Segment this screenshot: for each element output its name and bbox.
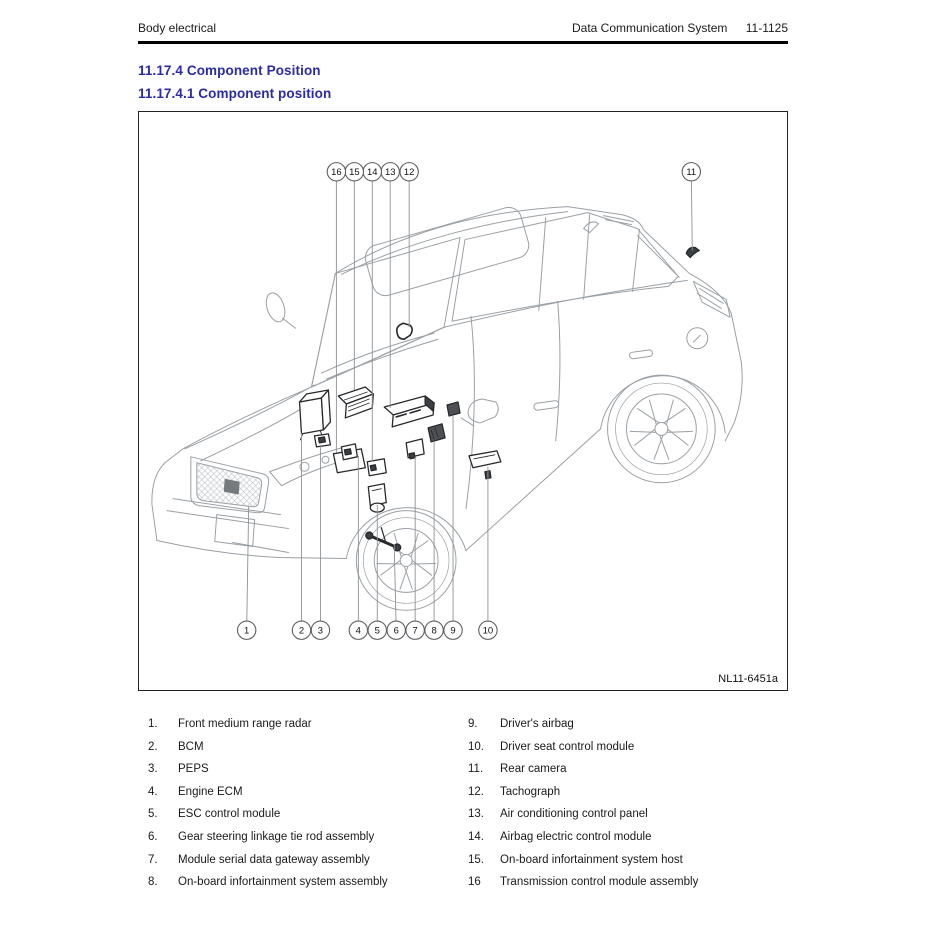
legend-item: [148, 737, 466, 760]
legend-item-text: Air conditioning control panel: [500, 808, 648, 821]
legend-item-text: On-board infortainment system host: [500, 853, 683, 866]
legend-item: [468, 782, 786, 805]
component-tachograph: [397, 323, 412, 339]
legend-item: [468, 804, 786, 827]
legend-item-text: Driver's airbag: [500, 718, 574, 730]
callout-number: 14: [367, 167, 378, 179]
legend-item: [468, 827, 786, 850]
component-driver-airbag: [447, 402, 460, 416]
legend-item: [148, 872, 466, 895]
legend-item-number: 2.: [148, 740, 158, 753]
taillight: [693, 281, 730, 317]
legend-item: [468, 872, 786, 895]
callout-number: 9: [450, 625, 456, 637]
legend-item-text: ESC control module: [178, 808, 281, 821]
component-peps: [314, 434, 330, 447]
legend-item: [468, 850, 786, 873]
callout-number: 13: [384, 167, 396, 179]
suv-component-diagram: [139, 112, 787, 690]
car-silhouette: [165, 207, 742, 463]
legend-item-number: 11.: [468, 763, 484, 776]
legend-item-text: Rear camera: [500, 763, 567, 776]
legend-item-text: Tachograph: [500, 785, 561, 798]
callout-15: [345, 163, 363, 390]
legend-item: [148, 759, 466, 782]
callout-1: [237, 507, 255, 640]
left-mirror: [263, 290, 288, 324]
legend-item: [468, 714, 786, 737]
front-wheel: [356, 511, 456, 611]
legend-item: [148, 804, 466, 827]
door-handle-front: [533, 400, 559, 410]
figure-code: NL11-6451a: [714, 673, 778, 685]
callout-number: 10: [482, 625, 494, 637]
component-bcm: [300, 390, 331, 440]
header-page-number: 11-1125: [745, 21, 788, 35]
legend-item-number: 4.: [148, 785, 158, 798]
callout-number: 5: [374, 625, 380, 637]
callout-number: 11: [686, 167, 697, 179]
component-infotainment-assembly: [428, 424, 445, 442]
legend-item-number: 10.: [468, 740, 484, 753]
callout-4: [349, 456, 367, 640]
legend-item: [468, 759, 786, 782]
callout-number: 8: [431, 625, 437, 637]
callout-13: [381, 163, 399, 408]
legend-item-number: 5.: [148, 808, 158, 821]
legend-column-right: [468, 714, 786, 895]
sunroof: [362, 204, 532, 298]
legend-item-number: 6.: [148, 830, 158, 843]
header-section-title: Body electrical: [138, 21, 217, 35]
legend-item-number: 13.: [468, 808, 484, 821]
legend-item-text: Engine ECM: [178, 785, 243, 798]
callout-number: 12: [403, 167, 415, 179]
legend-item-text: Transmission control module assembly: [500, 876, 699, 889]
callout-number: 6: [393, 625, 399, 637]
callout-12: [400, 163, 418, 328]
legend-item-number: 16: [468, 876, 481, 889]
callout-number: 2: [298, 625, 305, 637]
section-heading: 11.17.4 Component Position: [138, 63, 321, 78]
legend-item-number: 15.: [468, 853, 484, 866]
component-airbag-ecu: [367, 459, 386, 476]
windshield: [311, 238, 460, 387]
callout-14: [363, 163, 381, 462]
callout-8: [425, 441, 443, 640]
legend-column-left: [148, 714, 466, 895]
callout-leader-line: [394, 545, 396, 631]
rear-wheel: [608, 375, 716, 483]
component-tcm-ecm: [333, 444, 365, 473]
right-mirror: [461, 399, 498, 426]
component-seat-module: [469, 451, 501, 479]
page-header: [138, 21, 788, 35]
legend-item-number: 8.: [148, 876, 158, 889]
legend-item-text: BCM: [178, 740, 204, 753]
component-position-figure: [138, 111, 788, 691]
callout-leader-line: [691, 172, 692, 251]
callout-number: 3: [317, 625, 324, 637]
legend-item-text: Airbag electric control module: [500, 830, 652, 843]
callout-7: [406, 457, 424, 640]
legend-item-number: 3.: [148, 763, 158, 776]
callout-9: [444, 415, 462, 639]
header-chapter: [572, 21, 788, 35]
callout-number: 16: [331, 167, 342, 179]
callout-10: [479, 467, 497, 640]
component-rear-camera: [686, 247, 699, 257]
legend-item-text: Gear steering linkage tie rod assembly: [178, 830, 375, 843]
legend-item: [148, 714, 466, 737]
legend-item-number: 14.: [468, 830, 484, 843]
legend-item-text: On-board infortainment system assembly: [178, 876, 388, 889]
legend-item-number: 1.: [148, 718, 158, 730]
legend-item-text: Driver seat control module: [500, 740, 635, 753]
legend-item: [148, 827, 466, 850]
legend-item: [148, 782, 466, 805]
header-divider: [138, 41, 788, 44]
legend-item-number: 9.: [468, 718, 478, 730]
callout-number: 1: [244, 625, 250, 637]
door-handle-rear: [629, 350, 653, 360]
callout-number: 7: [412, 625, 418, 637]
callout-number: 15: [349, 167, 360, 179]
subsection-heading: 11.17.4.1 Component position: [138, 86, 332, 101]
legend-item: [468, 737, 786, 760]
component-boxes: [300, 247, 700, 551]
legend-item-text: Front medium range radar: [178, 718, 312, 730]
legend-item-text: PEPS: [178, 763, 209, 776]
shark-fin-antenna: [584, 222, 599, 233]
component-infotainment-host: [338, 387, 373, 418]
callout-number: 4: [355, 625, 361, 637]
header-chapter-title: Data Communication System: [572, 21, 728, 35]
callout-11: [682, 163, 700, 251]
component-gateway: [406, 439, 424, 459]
legend-item: [148, 850, 466, 873]
callout-3: [311, 445, 329, 640]
legend-item-number: 12.: [468, 785, 484, 798]
component-ac-panel: [384, 396, 434, 427]
callout-leader-line: [247, 507, 249, 631]
legend-item-number: 7.: [148, 853, 158, 866]
legend-item-text: Module serial data gateway assembly: [178, 853, 370, 866]
